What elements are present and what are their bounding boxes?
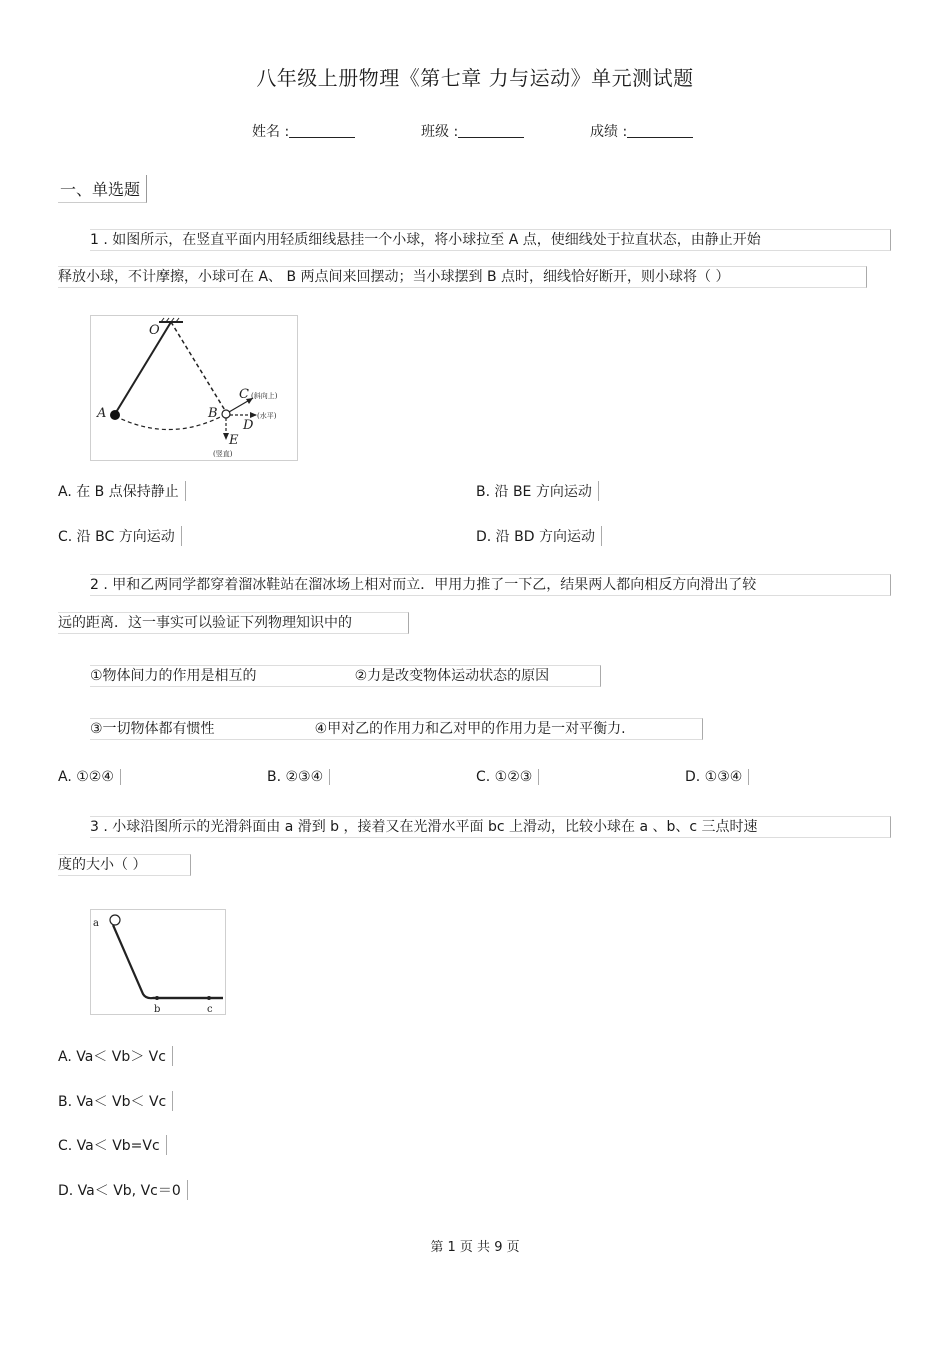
q2-stmt1: ①物体间力的作用是相互的 [90, 668, 257, 684]
note-c: (斜向上) [251, 392, 278, 400]
score-label: 成绩 : [590, 124, 628, 140]
q1-option-d[interactable]: D. 沿 BD 方向运动 [476, 526, 602, 546]
pendulum-figure [90, 315, 298, 461]
page-title: 八年级上册物理《第七章 力与运动》单元测试题 [256, 66, 694, 90]
q2-option-c[interactable]: C. ①②③ [476, 769, 539, 785]
class-blank[interactable] [458, 123, 524, 138]
q1-line1: 1 . 如图所示，在竖直平面内用轻质细线悬挂一个小球，将小球拉至 A 点，使细线处于拉直状态，由静止开始 [90, 229, 891, 251]
ball-mark [110, 915, 120, 925]
label-b-point: b [154, 1004, 161, 1014]
q3-option-d[interactable]: D. Va＜ Vb, Vc＝0 [58, 1180, 188, 1200]
note-d: (水平) [257, 412, 277, 420]
label-c-point: c [207, 1004, 213, 1014]
label-a-point: a [93, 918, 99, 929]
q2-line2: 远的距离．这一事实可以验证下列物理知识中的 [58, 612, 409, 634]
q1-option-a[interactable]: A. 在 B 点保持静止 [58, 481, 186, 501]
ball-a-mark [110, 410, 120, 420]
q3-option-a[interactable]: A. Va＜ Vb＞ Vc [58, 1046, 173, 1066]
name-blank[interactable] [289, 123, 355, 138]
q2-statements-row2 [90, 718, 703, 740]
class-field[interactable] [421, 121, 524, 141]
score-blank[interactable] [627, 123, 693, 138]
q3-line1: 3 . 小球沿图所示的光滑斜面由 a 滑到 b ，接着又在光滑水平面 bc 上滑动，比较小球在 a 、b、c 三点时速 [90, 816, 891, 838]
q3-option-b[interactable]: B. Va＜ Vb＜ Vc [58, 1091, 173, 1111]
q1-line2: 释放小球，不计摩擦，小球可在 A、 B 两点间来回摆动；当小球摆到 B 点时，细线恰好断开，则小球将（ ） [58, 266, 867, 288]
q3-line2: 度的大小（ ） [58, 854, 191, 876]
q2-stmt3: ③一切物体都有惯性 [90, 721, 215, 737]
q1-option-b[interactable]: B. 沿 BE 方向运动 [476, 481, 599, 501]
score-field[interactable] [590, 121, 693, 141]
q2-option-b[interactable]: B. ②③④ [267, 769, 330, 785]
q2-option-d[interactable]: D. ①③④ [685, 769, 749, 785]
q2-line1: 2 . 甲和乙两同学都穿着溜冰鞋站在溜冰场上相对而立．甲用力推了一下乙，结果两人都向相反方向滑出了较 [90, 574, 891, 596]
q2-statements-row1 [90, 665, 601, 687]
q2-stmt2: ②力是改变物体运动状态的原因 [354, 668, 550, 684]
pendulum-diagram [91, 316, 297, 460]
page-footer: 第 1 页 共 9 页 [430, 1240, 520, 1255]
q2-stmt4: ④甲对乙的作用力和乙对甲的作用力是一对平衡力. [314, 721, 626, 737]
class-label: 班级 : [421, 124, 459, 140]
label-e: E [229, 433, 239, 448]
q2-option-a[interactable]: A. ①②④ [58, 769, 121, 785]
label-b: B [208, 406, 218, 421]
label-a: A [97, 406, 107, 421]
note-e: (竖直) [213, 450, 233, 458]
name-field[interactable] [252, 121, 355, 141]
slope-diagram [91, 910, 225, 1014]
slope-figure [90, 909, 226, 1015]
label-c: C [239, 387, 249, 402]
label-o: O [149, 323, 160, 338]
label-d: D [243, 418, 254, 433]
q3-option-c[interactable]: C. Va＜ Vb=Vc [58, 1135, 167, 1155]
name-label: 姓名 : [252, 124, 290, 140]
q1-option-c[interactable]: C. 沿 BC 方向运动 [58, 526, 182, 546]
section-heading: 一、单选题 [58, 175, 147, 203]
